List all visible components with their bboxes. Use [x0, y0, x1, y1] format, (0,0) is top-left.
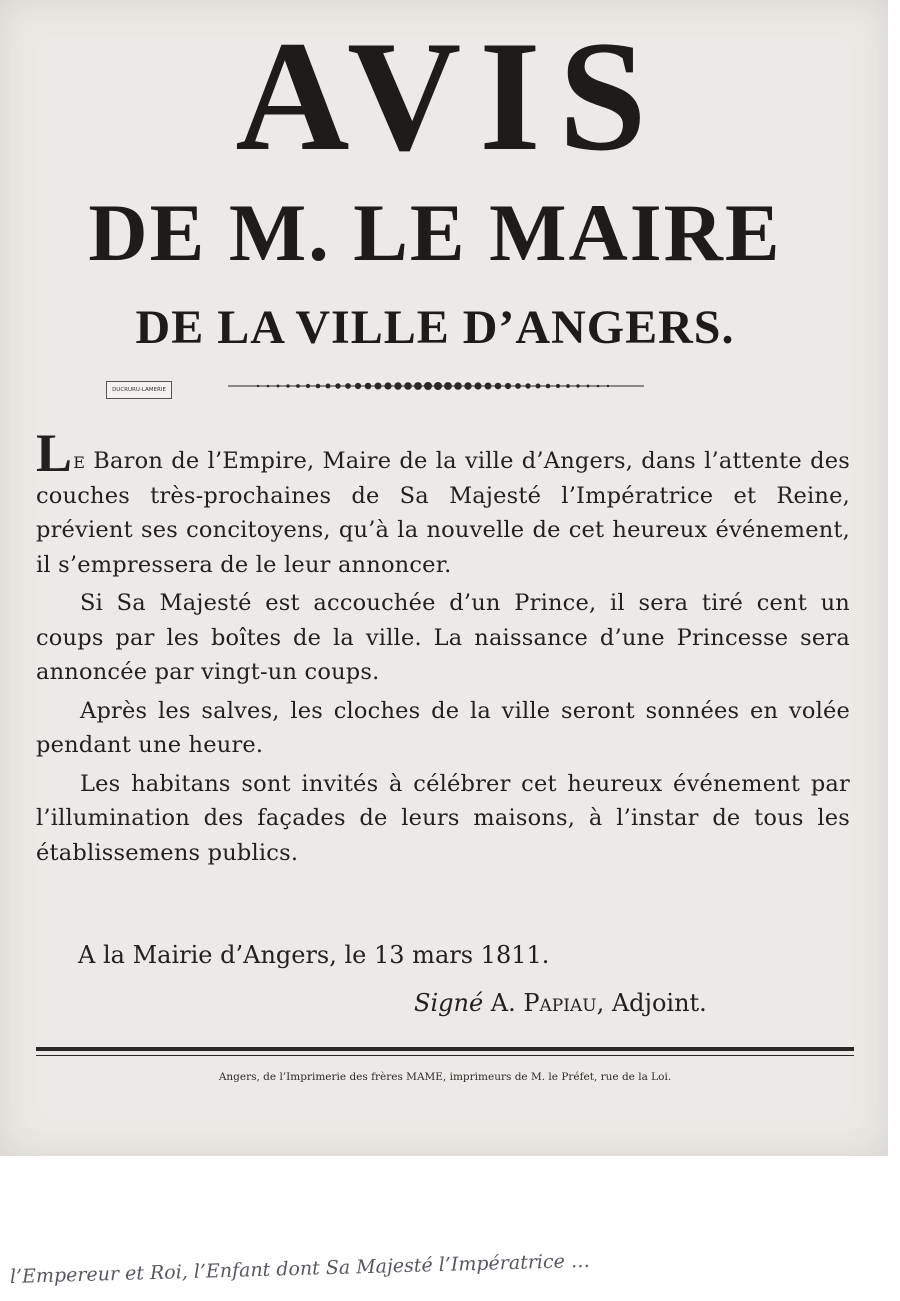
poster-subtitle-ville: DE LA VILLE D’ANGERS.	[135, 301, 735, 354]
ornamental-rule	[228, 380, 644, 392]
signed-label: Signé	[414, 989, 484, 1017]
paragraph-bells: Après les salves, les cloches de la ville seront sonnées en volée pendant une heure.	[36, 697, 850, 758]
signatory-initial: A.	[490, 989, 524, 1017]
notice-body	[36, 423, 850, 874]
drop-cap-rest: e	[73, 448, 86, 474]
handwritten-note: l’Empereur et Roi, l’Enfant dont Sa Majesté l’Impératrice …	[9, 1249, 591, 1288]
archive-stamp: DUCRURU-LAMERIE	[106, 381, 172, 399]
poster-subtitle-maire: DE M. LE MAIRE	[88, 187, 782, 278]
footer-rule-thin	[36, 1055, 854, 1056]
signatory-name: Papiau	[523, 989, 597, 1017]
paragraph-salutes: Si Sa Majesté est accouchée d’un Prince, il sera tiré cent un coups par les boîtes de la ville. La naissance d’une Princesse sera annoncée par vingt-un coups.	[36, 590, 850, 685]
paragraph-illumination: Les habitans sont invités à célébrer cet heureux événement par l’illumination des façades de leurs maisons, à l’instar de tous les établissemens publics.	[36, 770, 850, 866]
footer-rule-thick	[36, 1047, 854, 1051]
poster-title: AVIS	[235, 9, 665, 184]
signature-line	[414, 986, 707, 1020]
printer-imprint: Angers, de l’Imprimerie des frères MAME, imprimeurs de M. le Préfet, rue de la Loi.	[218, 1071, 672, 1083]
paragraph-announcement-text: Baron de l’Empire, Maire de la ville d’Angers, dans l’attente des couches très-prochaines de Sa Majesté l’Impératrice et Reine, prévient ses concitoyens, qu’à la nouvelle de cet heureux événement, il s’empressera de le leur annoncer.	[36, 448, 850, 578]
drop-cap: L	[36, 423, 73, 483]
date-line: A la Mairie d’Angers, le 13 mars 1811.	[78, 941, 550, 969]
paragraph-announcement	[36, 423, 850, 582]
signatory-title: , Adjoint.	[596, 989, 707, 1017]
